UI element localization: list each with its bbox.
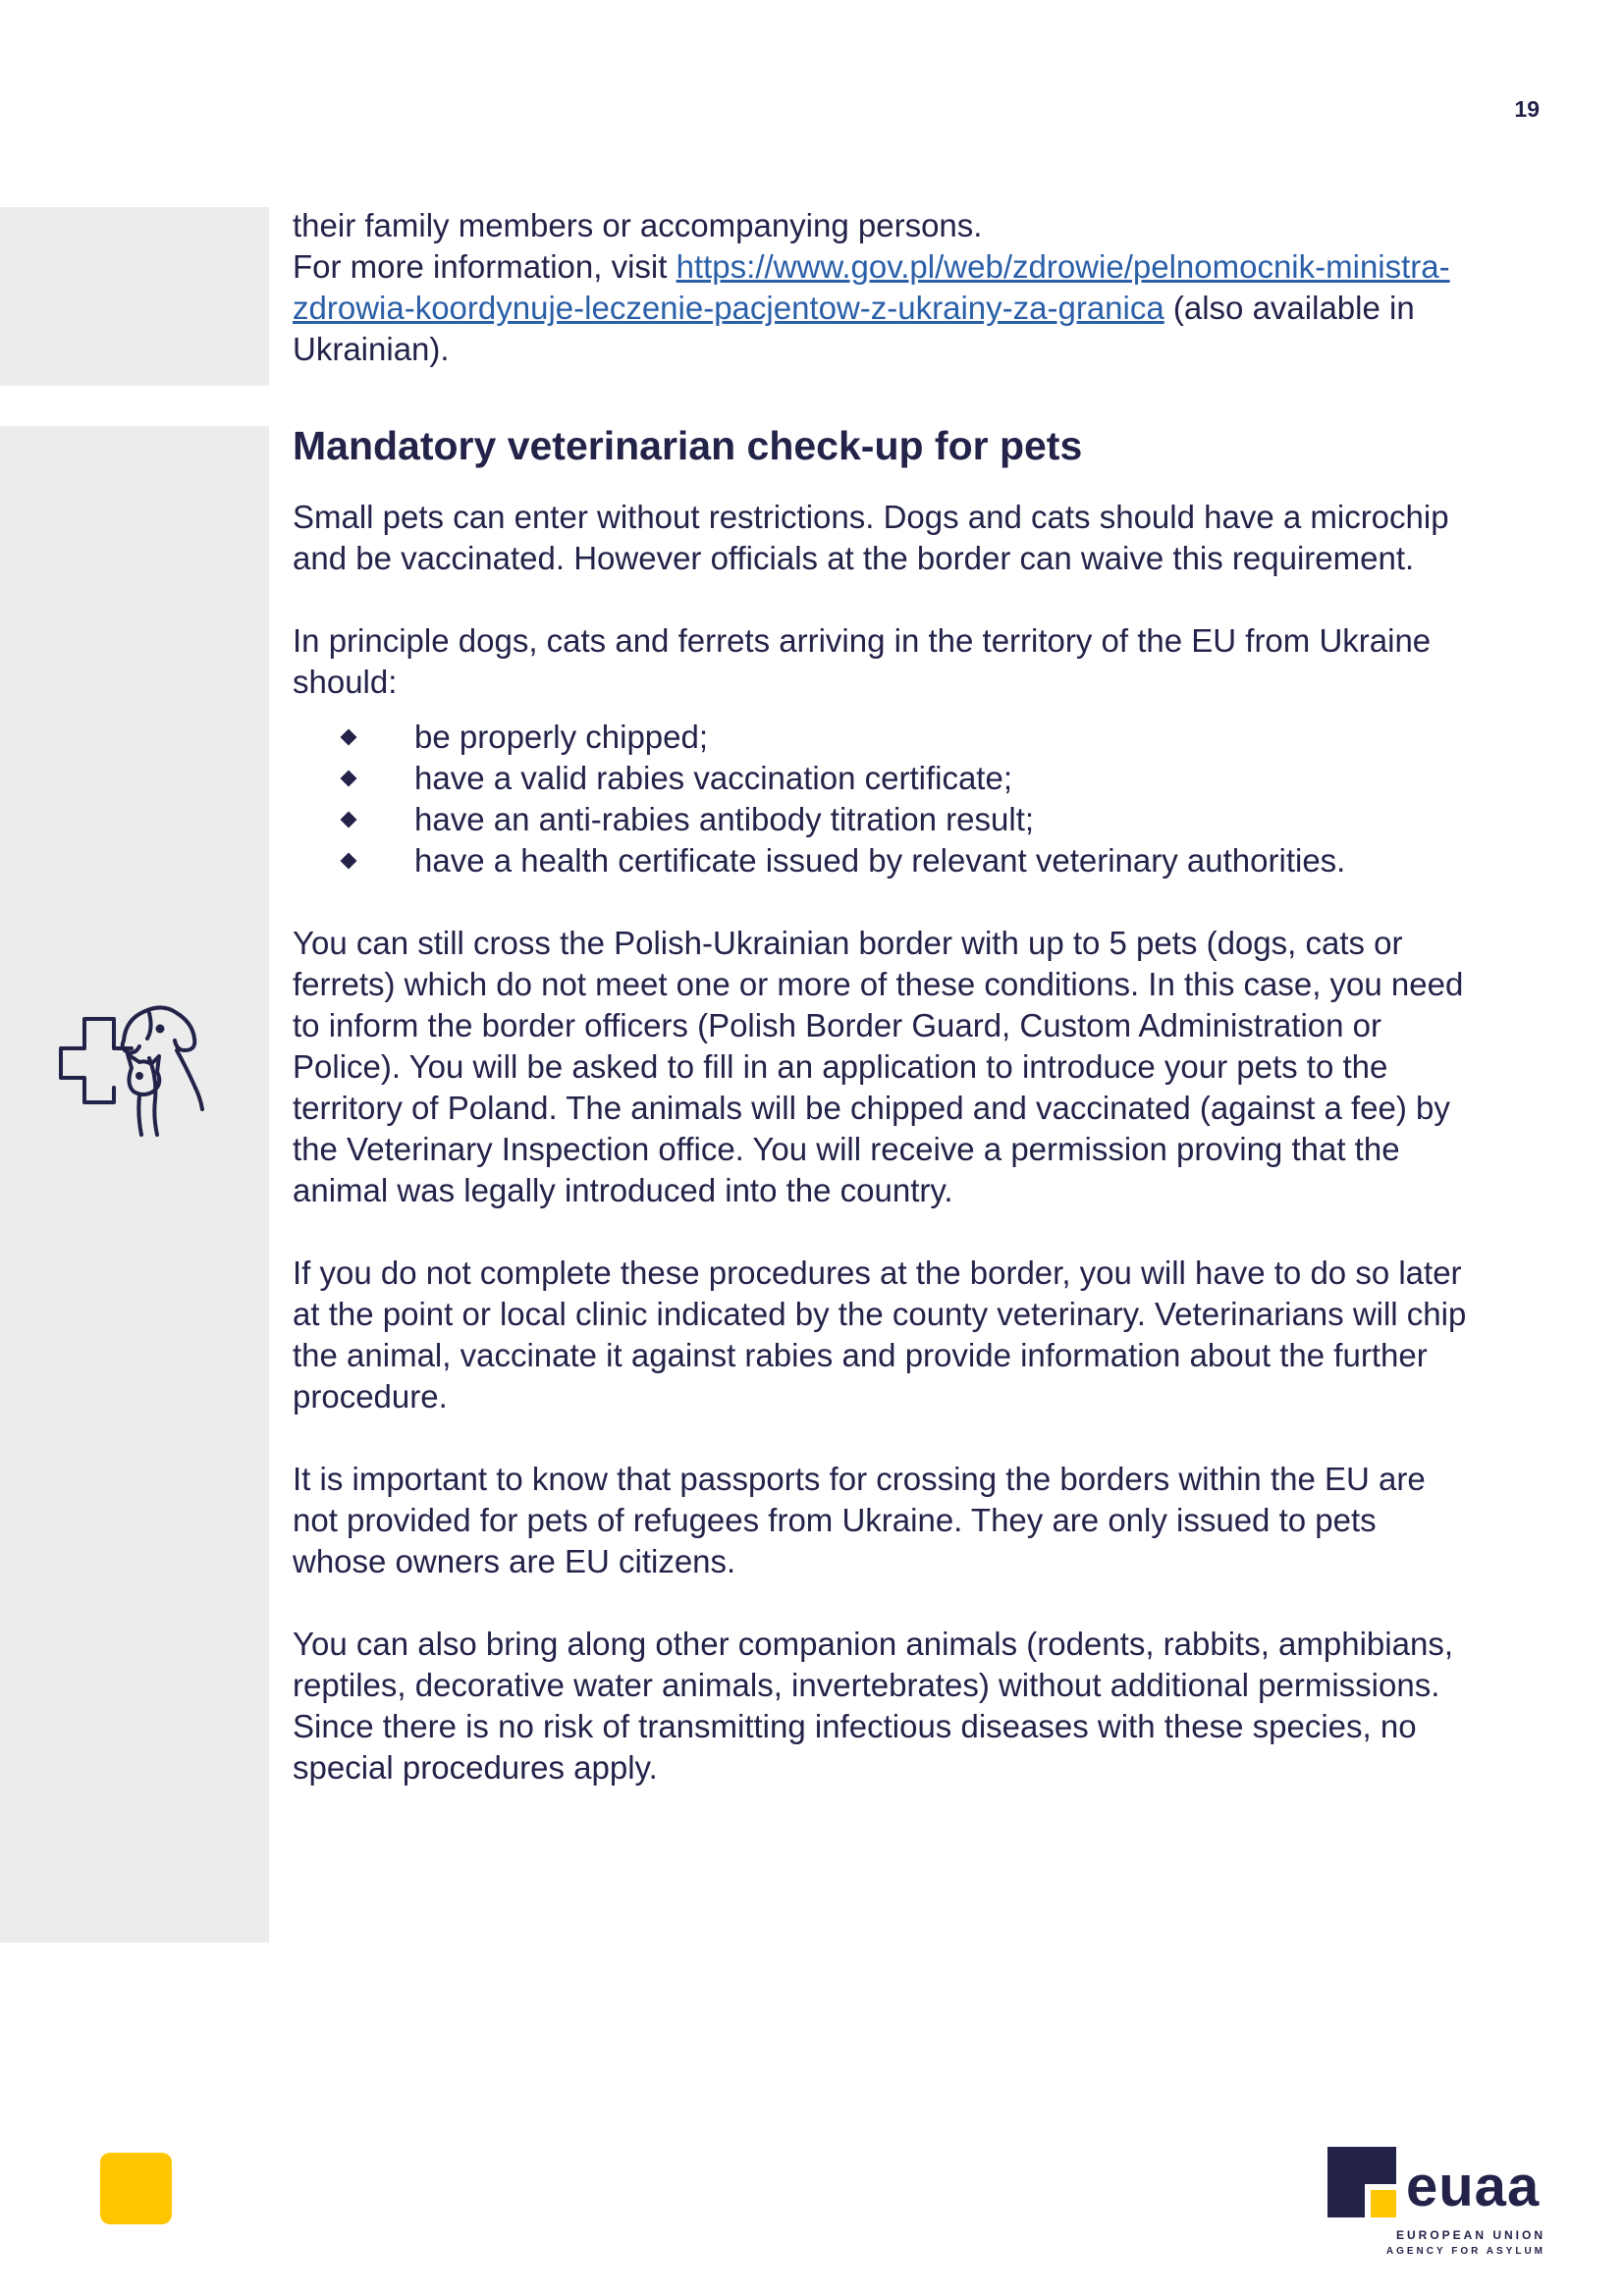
more-info-suffix: (also available in Ukrainian). <box>293 290 1415 367</box>
intro-line: their family members or accompanying persons. <box>293 207 983 243</box>
diamond-bullet-icon <box>341 771 357 787</box>
list-item: have a valid rabies vaccination certificate; <box>293 758 1479 799</box>
euaa-logo <box>1327 2147 1545 2263</box>
diamond-bullet-icon <box>341 853 357 870</box>
logo-wordmark: euaa <box>1406 2155 1541 2218</box>
diamond-bullet-icon <box>341 812 357 828</box>
sidebar-band-top <box>0 207 269 386</box>
sidebar-band-main <box>0 426 269 1943</box>
logo-line-2: AGENCY FOR ASYLUM <box>1385 2246 1545 2257</box>
paragraph-passports: It is important to know that passports for crossing the borders within the EU are not provided for pets of refugees from Ukraine. They are only issued to pets whose owners are EU citizens. <box>293 1461 1426 1579</box>
paragraph-principle: In principle dogs, cats and ferrets arriving in the territory of the EU from Ukraine should: <box>293 622 1432 700</box>
accent-square <box>100 2153 172 2224</box>
requirements-list <box>293 717 1479 881</box>
diamond-bullet-icon <box>341 729 357 746</box>
paragraph-other-animals: You can also bring along other companion animals (rodents, rabbits, amphibians, reptiles, decorative water animals, invertebrates) without additional permissions. Since there is no risk of transmitting infectious diseases with these species, no special procedures apply. <box>293 1626 1453 1786</box>
more-info-paragraph <box>293 246 1479 370</box>
more-info-prefix: For more information, visit <box>293 248 677 285</box>
paragraph-small-pets: Small pets can enter without restrictions. Dogs and cats should have a microchip and be vaccinated. However officials at the border can waive this requirement. <box>293 499 1449 576</box>
pets-section <box>293 416 1479 1830</box>
paragraph-later-procedure: If you do not complete these procedures at the border, you will have to do so later at the point or local clinic indicated by the county veterinary. Veterinarians will chip the animal, vaccinate it against rabies and provide information about the further procedure. <box>293 1255 1467 1415</box>
list-item: have a health certificate issued by relevant veterinary authorities. <box>293 840 1479 881</box>
page-number: 19 <box>1514 96 1540 122</box>
section-title: Mandatory veterinarian check-up for pets <box>293 423 1083 468</box>
list-item: be properly chipped; <box>293 717 1479 758</box>
list-item: have an anti-rabies antibody titration result; <box>293 799 1479 840</box>
euaa-mark-icon <box>1327 2147 1396 2217</box>
paragraph-border-crossing: You can still cross the Polish-Ukrainian border with up to 5 pets (dogs, cats or ferrets) which do not meet one or more of these conditions. In this case, you need to inform the border officers (Polish Border Guard, Custom Administration or Police). You will be asked to fill in an application to introduce your pets to the territory of Poland. The animals will be chipped and vaccinated (against a fee) by the Veterinary Inspection office. You will receive a permission proving that the animal was legally introduced into the country. <box>293 925 1464 1208</box>
ministry-link[interactable]: https://www.gov.pl/web/zdrowie/pelnomocnik-ministra-zdrowia-koordynuje-leczenie-pacjentow-z-ukrainy-za-granica <box>293 248 1450 326</box>
logo-line-1: EUROPEAN UNION <box>1395 2228 1545 2242</box>
pet-health-icon <box>55 989 232 1147</box>
intro-block <box>293 205 1479 370</box>
